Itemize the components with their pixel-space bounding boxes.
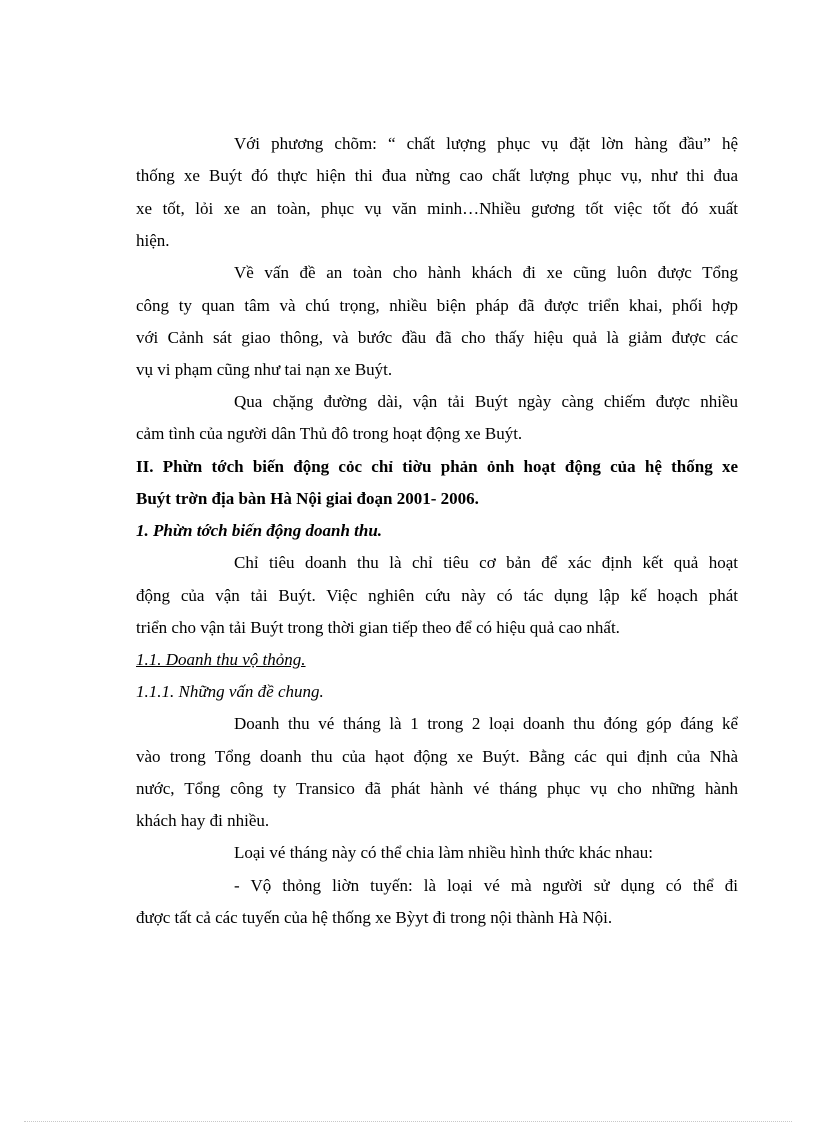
- paragraph-line: triển cho vận tải Buýt trong thời gian tiếp theo để có hiệu quả cao nhất.: [136, 618, 620, 637]
- paragraph-line: khách hay đi nhiều.: [136, 811, 270, 830]
- list-item-continuation: được tất cả các tuyến của hệ thống xe Bỳyt đi trong nội thành Hà Nội.: [136, 908, 613, 927]
- paragraph-line: Loại vé tháng này có thể chia làm nhiều hình thức khác nhau:: [234, 843, 653, 862]
- paragraph-line: hiện.: [136, 231, 170, 250]
- paragraph-line: cảm tình của người dân Thủ đô trong hoạt động xe Buýt.: [136, 424, 523, 443]
- section-heading: II. Phừn tớch biến động cỏc chỉ tiờu phản ỏnh hoạt động của hệ thống xe: [136, 457, 738, 476]
- paragraph-line: vào trong Tổng doanh thu của hạot động xe Buýt. Bằng các qui định của Nhà: [136, 747, 738, 766]
- paragraph-line: Qua chặng đường dài, vận tải Buýt ngày càng chiếm được nhiều: [234, 392, 738, 411]
- paragraph-line: nước, Tổng công ty Transico đã phát hành vé tháng phục vụ cho những hành: [136, 779, 738, 798]
- paragraph-line: Về vấn đề an toàn cho hành khách đi xe cũng luôn được Tổng: [234, 263, 738, 282]
- paragraph-line: công ty quan tâm và chú trọng, nhiều biện pháp đã được triển khai, phối hợp: [136, 296, 738, 315]
- paragraph-line: Doanh thu vé tháng là 1 trong 2 loại doanh thu đóng góp đáng kể: [234, 714, 738, 733]
- list-item: - Vộ thỏng liờn tuyến: là loại vé mà người sử dụng có thể đi: [234, 876, 738, 895]
- page-bottom-divider: [24, 1121, 792, 1122]
- paragraph-line: vụ vi phạm cũng như tai nạn xe Buýt.: [136, 360, 393, 379]
- paragraph-line: thống xe Buýt đó thực hiện thi đua nừng cao chất lượng phục vụ, như thi đua: [136, 166, 738, 185]
- subsection-heading: 1. Phừn tớch biến động doanh thu.: [136, 521, 383, 540]
- paragraph-line: với Cảnh sát giao thông, và bước đầu đã cho thấy hiệu quả là giảm được các: [136, 328, 738, 347]
- paragraph-line: Chỉ tiêu doanh thu là chỉ tiêu cơ bản để xác định kết quả hoạt: [234, 553, 738, 572]
- paragraph-line: Với phương chõm: “ chất lượng phục vụ đặt lờn hàng đầu” hệ: [234, 134, 738, 153]
- subsubsection-heading: 1.1. Doanh thu vộ thỏng.: [136, 650, 306, 669]
- subsubsection-heading: 1.1.1. Những vấn đề chung.: [136, 682, 324, 701]
- paragraph-line: xe tốt, lỏi xe an toàn, phục vụ văn minh…Nhiều gương tốt việc tốt đó xuất: [136, 199, 738, 218]
- section-heading: Buýt trờn địa bàn Hà Nội giai đoạn 2001- 2006.: [136, 489, 479, 508]
- paragraph-line: động của vận tải Buýt. Việc nghiên cứu này có tác dụng lập kế hoạch phát: [136, 586, 738, 605]
